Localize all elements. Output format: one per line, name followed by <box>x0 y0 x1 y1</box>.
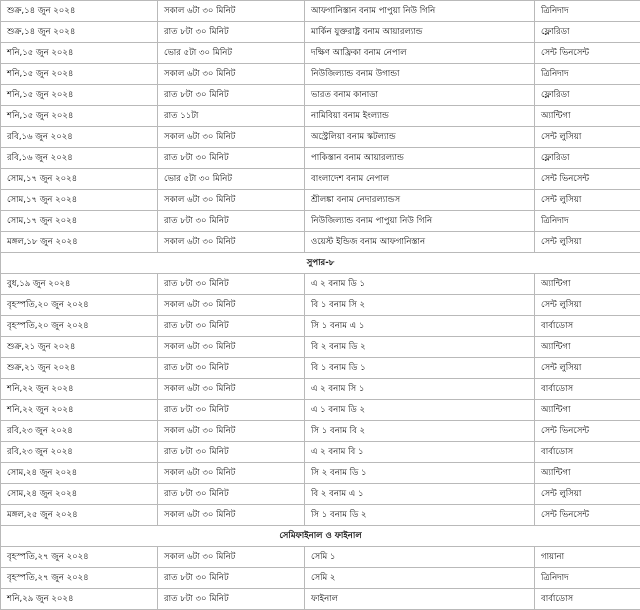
match-time-cell: সকাল ৬টা ৩০ মিনিট <box>158 337 305 358</box>
match-teams-cell: দক্ষিণ আফ্রিকা বনাম নেপাল <box>305 43 535 64</box>
match-date-cell: বৃহস্পতি,২০ জুন ২০২৪ <box>1 316 158 337</box>
match-date-cell: রবি,২৩ জুন ২০২৪ <box>1 442 158 463</box>
match-venue-cell: অ্যান্টিগা <box>535 463 640 484</box>
table-row <box>1 463 640 484</box>
match-venue-cell: বার্বাডোস <box>535 316 640 337</box>
table-row <box>1 547 640 568</box>
section-header-row <box>1 526 640 547</box>
match-teams-cell: বি ১ বনাম সি ২ <box>305 295 535 316</box>
match-venue-cell: ত্রিনিদাদ <box>535 1 640 22</box>
match-time-cell: সকাল ৬টা ৩০ মিনিট <box>158 1 305 22</box>
table-row <box>1 127 640 148</box>
match-teams-cell: নিউজিল্যান্ড বনাম পাপুয়া নিউ গিনি <box>305 211 535 232</box>
table-row <box>1 505 640 526</box>
match-teams-cell: সি ১ বনাম বি ২ <box>305 421 535 442</box>
match-teams-cell: নিউজিল্যান্ড বনাম উগান্ডা <box>305 64 535 85</box>
schedule-body <box>1 1 640 610</box>
match-venue-cell: সেন্ট লুসিয়া <box>535 232 640 253</box>
match-venue-cell: সেন্ট লুসিয়া <box>535 358 640 379</box>
table-row <box>1 295 640 316</box>
match-venue-cell: বার্বাডোস <box>535 379 640 400</box>
table-row <box>1 589 640 610</box>
match-date-cell: সোম,১৭ জুন ২০২৪ <box>1 190 158 211</box>
match-date-cell: রবি,১৬ জুন ২০২৪ <box>1 148 158 169</box>
match-time-cell: সকাল ৬টা ৩০ মিনিট <box>158 232 305 253</box>
match-time-cell: সকাল ৬টা ৩০ মিনিট <box>158 463 305 484</box>
match-teams-cell: ফাইনাল <box>305 589 535 610</box>
match-date-cell: শনি,১৫ জুন ২০২৪ <box>1 43 158 64</box>
match-teams-cell: সি ২ বনাম ডি ১ <box>305 463 535 484</box>
match-date-cell: শনি,২৯ জুন ২০২৪ <box>1 589 158 610</box>
match-teams-cell: সি ১ বনাম এ ১ <box>305 316 535 337</box>
match-teams-cell: পাকিস্তান বনাম আয়ারল্যান্ড <box>305 148 535 169</box>
table-row <box>1 421 640 442</box>
match-venue-cell: অ্যান্টিগা <box>535 106 640 127</box>
match-date-cell: বৃহস্পতি,২৭ জুন ২০২৪ <box>1 547 158 568</box>
table-row <box>1 232 640 253</box>
match-teams-cell: এ ২ বনাম সি ১ <box>305 379 535 400</box>
table-row <box>1 43 640 64</box>
match-time-cell: রাত ৮টা ৩০ মিনিট <box>158 589 305 610</box>
match-teams-cell: এ ২ বনাম বি ১ <box>305 442 535 463</box>
match-teams-cell: সেমি ১ <box>305 547 535 568</box>
match-venue-cell: অ্যান্টিগা <box>535 400 640 421</box>
match-time-cell: রাত ৮টা ৩০ মিনিট <box>158 22 305 43</box>
match-time-cell: রাত ৮টা ৩০ মিনিট <box>158 316 305 337</box>
table-row <box>1 358 640 379</box>
match-date-cell: রবি,২৩ জুন ২০২৪ <box>1 421 158 442</box>
match-date-cell: শুক্র,১৪ জুন ২০২৪ <box>1 22 158 43</box>
match-venue-cell: অ্যান্টিগা <box>535 274 640 295</box>
match-date-cell: শুক্র,২১ জুন ২০২৪ <box>1 337 158 358</box>
match-date-cell: শনি,১৫ জুন ২০২৪ <box>1 85 158 106</box>
match-date-cell: শুক্র,১৪ জুন ২০২৪ <box>1 1 158 22</box>
match-date-cell: সোম,১৭ জুন ২০২৪ <box>1 211 158 232</box>
match-time-cell: রাত ১১টা <box>158 106 305 127</box>
match-date-cell: শুক্র,২১ জুন ২০২৪ <box>1 358 158 379</box>
table-row <box>1 337 640 358</box>
match-time-cell: রাত ৮টা ৩০ মিনিট <box>158 568 305 589</box>
match-date-cell: মঙ্গল,১৮ জুন ২০২৪ <box>1 232 158 253</box>
match-time-cell: সকাল ৬টা ৩০ মিনিট <box>158 64 305 85</box>
match-teams-cell: এ ২ বনাম ডি ১ <box>305 274 535 295</box>
table-row <box>1 211 640 232</box>
match-teams-cell: শ্রীলঙ্কা বনাম নেদারল্যান্ডস <box>305 190 535 211</box>
table-row <box>1 568 640 589</box>
section-title: সেমিফাইনাল ও ফাইনাল <box>1 526 640 547</box>
section-header-row <box>1 253 640 274</box>
table-row <box>1 274 640 295</box>
match-venue-cell: ত্রিনিদাদ <box>535 211 640 232</box>
match-teams-cell: সেমি ২ <box>305 568 535 589</box>
match-time-cell: রাত ৮টা ৩০ মিনিট <box>158 400 305 421</box>
match-venue-cell: বার্বাডোস <box>535 589 640 610</box>
match-teams-cell: মার্কিন যুক্তরাষ্ট্র বনাম আয়ারল্যান্ড <box>305 22 535 43</box>
match-date-cell: শনি,২২ জুন ২০২৪ <box>1 379 158 400</box>
match-teams-cell: নামিবিয়া বনাম ইংল্যান্ড <box>305 106 535 127</box>
match-venue-cell: গায়ানা <box>535 547 640 568</box>
match-time-cell: রাত ৮টা ৩০ মিনিট <box>158 484 305 505</box>
match-time-cell: সকাল ৬টা ৩০ মিনিট <box>158 190 305 211</box>
match-date-cell: রবি,১৬ জুন ২০২৪ <box>1 127 158 148</box>
match-venue-cell: সেন্ট লুসিয়া <box>535 295 640 316</box>
match-time-cell: রাত ৮টা ৩০ মিনিট <box>158 148 305 169</box>
table-row <box>1 400 640 421</box>
match-venue-cell: সেন্ট ভিনসেন্ট <box>535 43 640 64</box>
match-teams-cell: আফগানিস্তান বনাম পাপুয়া নিউ গিনি <box>305 1 535 22</box>
match-time-cell: ভোর ৫টা ৩০ মিনিট <box>158 43 305 64</box>
match-time-cell: রাত ৮টা ৩০ মিনিট <box>158 85 305 106</box>
match-time-cell: সকাল ৬টা ৩০ মিনিট <box>158 127 305 148</box>
match-time-cell: সকাল ৬টা ৩০ মিনিট <box>158 547 305 568</box>
match-time-cell: রাত ৮টা ৩০ মিনিট <box>158 442 305 463</box>
table-row <box>1 106 640 127</box>
match-date-cell: বুধ,১৯ জুন ২০২৪ <box>1 274 158 295</box>
match-venue-cell: ত্রিনিদাদ <box>535 568 640 589</box>
match-time-cell: সকাল ৬টা ৩০ মিনিট <box>158 421 305 442</box>
match-date-cell: সোম,১৭ জুন ২০২৪ <box>1 169 158 190</box>
table-row <box>1 379 640 400</box>
match-date-cell: শনি,১৫ জুন ২০২৪ <box>1 64 158 85</box>
match-date-cell: সোম,২৪ জুন ২০২৪ <box>1 484 158 505</box>
match-time-cell: রাত ৮টা ৩০ মিনিট <box>158 358 305 379</box>
match-date-cell: বৃহস্পতি,২৭ জুন ২০২৪ <box>1 568 158 589</box>
match-time-cell: সকাল ৬টা ৩০ মিনিট <box>158 505 305 526</box>
match-time-cell: রাত ৮টা ৩০ মিনিট <box>158 211 305 232</box>
match-teams-cell: বাংলাদেশ বনাম নেপাল <box>305 169 535 190</box>
match-venue-cell: সেন্ট ভিনসেন্ট <box>535 421 640 442</box>
match-venue-cell: ফ্লোরিডা <box>535 22 640 43</box>
match-venue-cell: সেন্ট লুসিয়া <box>535 484 640 505</box>
match-teams-cell: বি ২ বনাম এ ১ <box>305 484 535 505</box>
match-date-cell: সোম,২৪ জুন ২০২৪ <box>1 463 158 484</box>
match-teams-cell: বি ১ বনাম ডি ১ <box>305 358 535 379</box>
match-time-cell: রাত ৮টা ৩০ মিনিট <box>158 274 305 295</box>
match-time-cell: ভোর ৫টা ৩০ মিনিট <box>158 169 305 190</box>
table-row <box>1 22 640 43</box>
match-teams-cell: ভারত বনাম কানাডা <box>305 85 535 106</box>
table-row <box>1 1 640 22</box>
match-time-cell: সকাল ৬টা ৩০ মিনিট <box>158 379 305 400</box>
match-venue-cell: সেন্ট ভিনসেন্ট <box>535 505 640 526</box>
section-title: সুপার-৮ <box>1 253 640 274</box>
table-row <box>1 442 640 463</box>
match-venue-cell: সেন্ট ভিনসেন্ট <box>535 169 640 190</box>
table-row <box>1 169 640 190</box>
table-row <box>1 85 640 106</box>
match-teams-cell: এ ১ বনাম ডি ২ <box>305 400 535 421</box>
table-row <box>1 148 640 169</box>
match-venue-cell: সেন্ট লুসিয়া <box>535 127 640 148</box>
match-venue-cell: অ্যান্টিগা <box>535 337 640 358</box>
match-teams-cell: ওয়েস্ট ইন্ডিজ বনাম আফগানিস্তান <box>305 232 535 253</box>
match-venue-cell: বার্বাডোস <box>535 442 640 463</box>
table-row <box>1 484 640 505</box>
match-venue-cell: ফ্লোরিডা <box>535 85 640 106</box>
match-venue-cell: ত্রিনিদাদ <box>535 64 640 85</box>
match-date-cell: শনি,১৫ জুন ২০২৪ <box>1 106 158 127</box>
match-time-cell: সকাল ৬টা ৩০ মিনিট <box>158 295 305 316</box>
match-date-cell: মঙ্গল,২৫ জুন ২০২৪ <box>1 505 158 526</box>
table-row <box>1 316 640 337</box>
match-teams-cell: অস্ট্রেলিয়া বনাম স্কটল্যান্ড <box>305 127 535 148</box>
match-date-cell: বৃহস্পতি,২০ জুন ২০২৪ <box>1 295 158 316</box>
match-venue-cell: সেন্ট লুসিয়া <box>535 190 640 211</box>
match-venue-cell: ফ্লোরিডা <box>535 148 640 169</box>
match-teams-cell: বি ২ বনাম ডি ২ <box>305 337 535 358</box>
match-date-cell: শনি,২২ জুন ২০২৪ <box>1 400 158 421</box>
table-row <box>1 64 640 85</box>
table-row <box>1 190 640 211</box>
match-teams-cell: সি ১ বনাম ডি ২ <box>305 505 535 526</box>
